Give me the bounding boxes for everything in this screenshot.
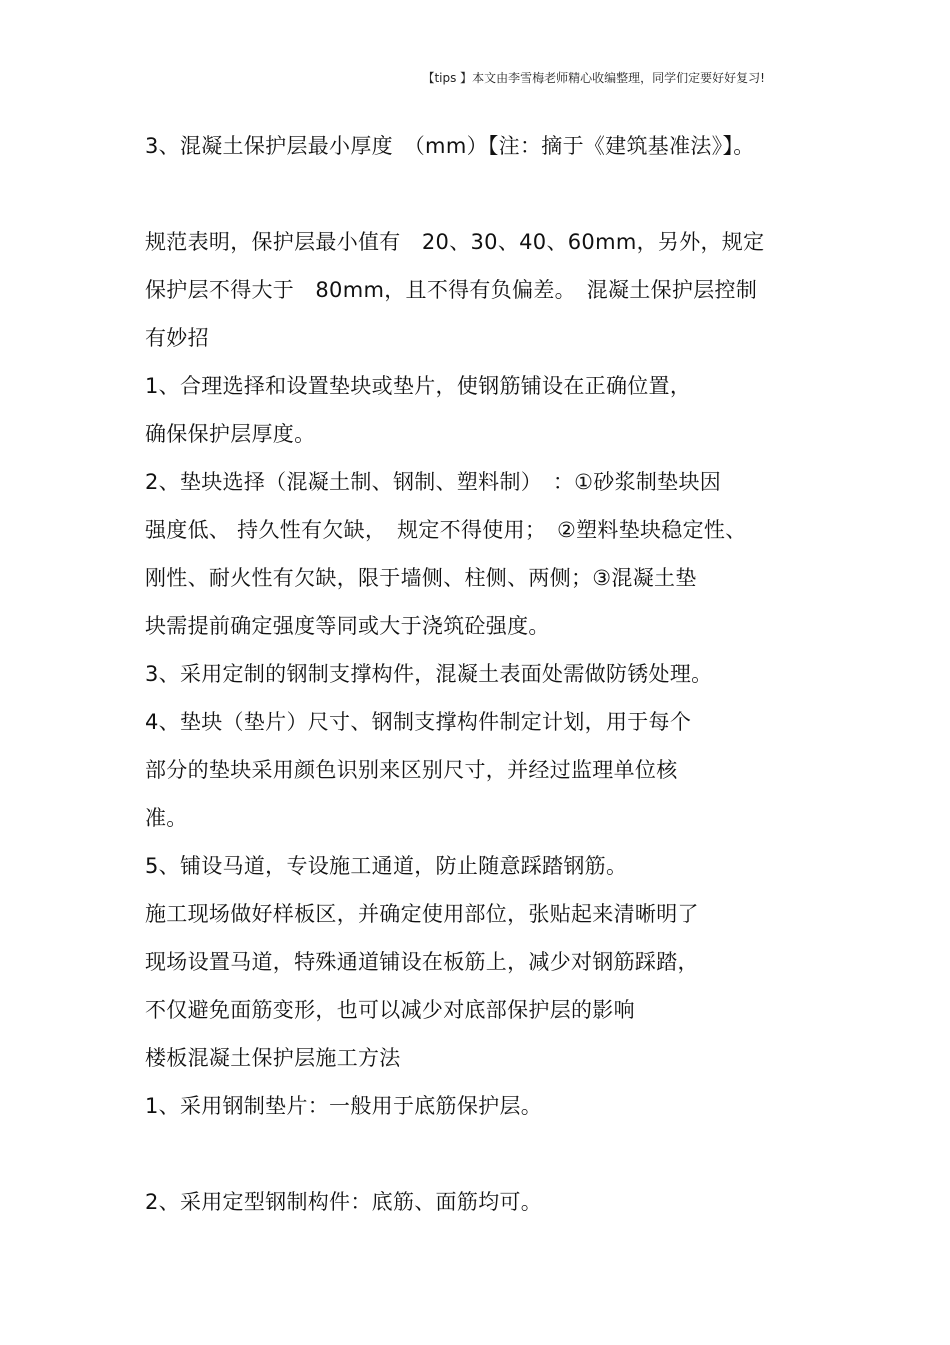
list-item-4: 4、垫块（垫片）尺寸、钢制支撑构件制定计划，用于每个 xyxy=(145,710,692,734)
paragraph-line: 不仅避免面筋变形，也可以减少对底部保护层的影响 xyxy=(145,998,635,1022)
paragraph-line: 强度低、 持久性有欠缺， 规定不得使用； ②塑料垫块稳定性、 xyxy=(145,518,747,542)
list-item-3: 3、采用定制的钢制支撑构件，混凝土表面处需做防锈处理。 xyxy=(145,662,713,686)
paragraph-line: 刚性、耐火性有欠缺，限于墙侧、柱侧、两侧；③混凝土垫 xyxy=(145,566,697,590)
paragraph-line: 块需提前确定强度等同或大于浇筑砼强度。 xyxy=(145,614,550,638)
header-tip: 【tips 】本文由李雪梅老师精心收编整理，同学们定要好好复习! xyxy=(422,71,765,85)
paragraph-line: 施工现场做好样板区，并确定使用部位，张贴起来清晰明了 xyxy=(145,902,699,926)
paragraph-line: 确保保护层厚度。 xyxy=(145,422,316,446)
paragraph-line: 规范表明，保护层最小值有 20、30、40、60mm，另外，规定 xyxy=(145,230,765,254)
paragraph-line: 保护层不得大于 80mm，且不得有负偏差。 混凝土保护层控制 xyxy=(145,278,758,302)
paragraph-line: 部分的垫块采用颜色识别来区别尺寸，并经过监理单位核 xyxy=(145,758,678,782)
list-item-1: 1、合理选择和设置垫块或垫片，使钢筋铺设在正确位置， xyxy=(145,374,692,398)
list-item-5: 5、铺设马道，专设施工通道，防止随意踩踏钢筋。 xyxy=(145,854,628,878)
method-item-2: 2、采用定型钢制构件：底筋、面筋均可。 xyxy=(145,1190,543,1214)
paragraph-line: 现场设置马道，特殊通道铺设在板筋上，减少对钢筋踩踏， xyxy=(145,950,699,974)
method-item-1: 1、采用钢制垫片：一般用于底筋保护层。 xyxy=(145,1094,543,1118)
heading-cover-thickness: 3、混凝土保护层最小厚度 （mm）【注：摘于《建筑基准法》】。 xyxy=(145,134,755,158)
paragraph-line: 准。 xyxy=(145,806,188,830)
list-item-2: 2、垫块选择（混凝土制、钢制、塑料制） ：①砂浆制垫块因 xyxy=(145,470,722,494)
paragraph-line: 有妙招 xyxy=(145,326,209,350)
section-heading: 楼板混凝土保护层施工方法 xyxy=(145,1046,401,1070)
